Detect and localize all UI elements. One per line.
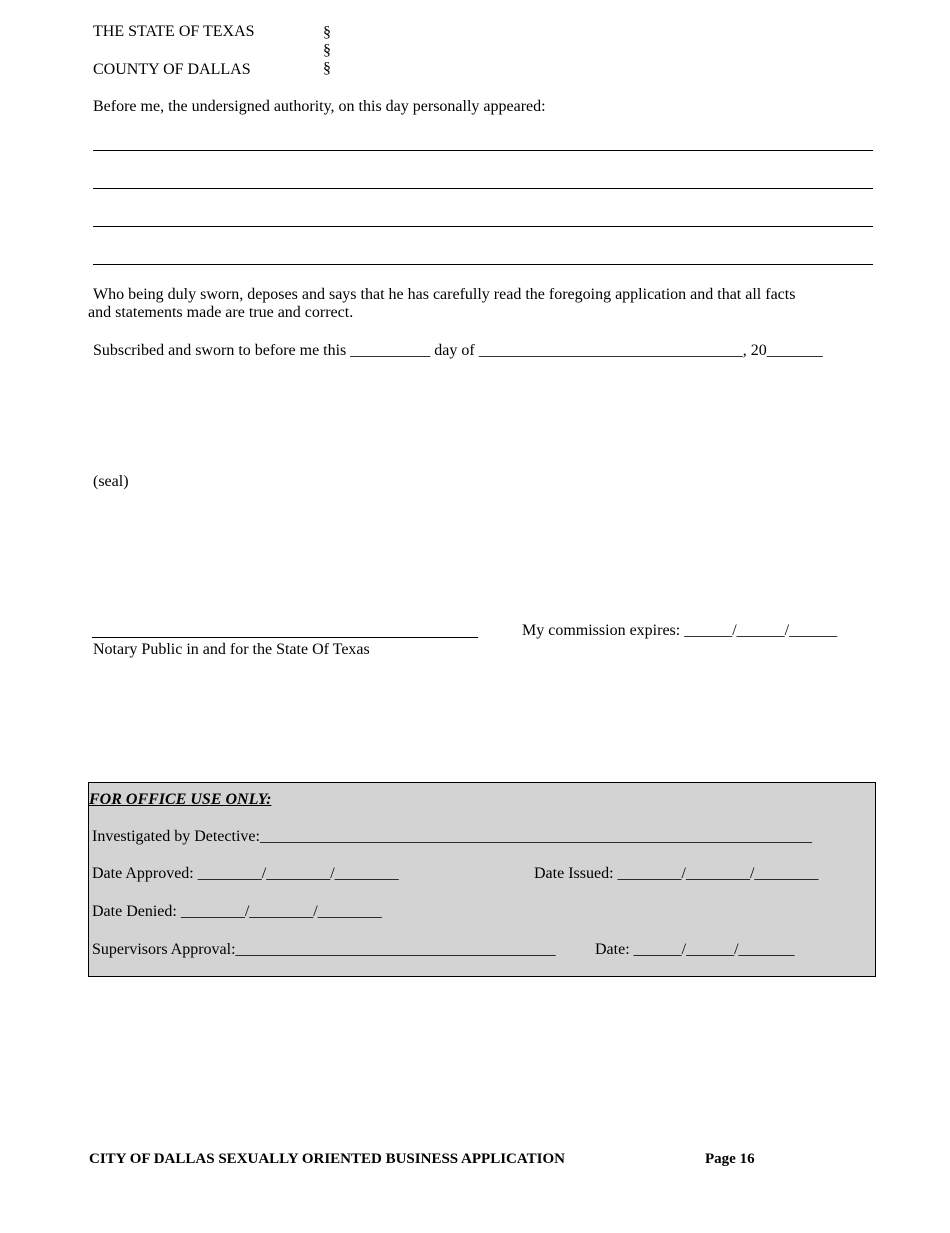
affiant-line[interactable]: [93, 188, 873, 189]
affiant-line[interactable]: [93, 150, 873, 151]
section-symbol: §: [323, 42, 331, 59]
seal-label: (seal): [93, 473, 129, 490]
investigated-field[interactable]: Investigated by Detective:_____________________________________________________________________: [92, 828, 812, 845]
intro-text: Before me, the undersigned authority, on this day personally appeared:: [93, 98, 546, 115]
notary-label: Notary Public in and for the State Of Texas: [93, 641, 370, 658]
date-denied-field[interactable]: Date Denied: ________/________/________: [92, 903, 382, 920]
affiant-line[interactable]: [93, 264, 873, 265]
subscribed-line[interactable]: Subscribed and sworn to before me this __________ day of _________________________________, 20_______: [93, 342, 823, 359]
notary-signature-line[interactable]: [92, 637, 478, 638]
date-issued-field[interactable]: Date Issued: ________/________/________: [534, 865, 819, 882]
footer-title: CITY OF DALLAS SEXUALLY ORIENTED BUSINESS APPLICATION: [89, 1151, 565, 1167]
affirmation-text: and statements made are true and correct.: [88, 304, 354, 321]
page-number: Page 16: [705, 1151, 755, 1167]
supervisor-date-field[interactable]: Date: ______/______/_______: [595, 941, 795, 958]
date-approved-field[interactable]: Date Approved: ________/________/________: [92, 865, 399, 882]
commission-expires[interactable]: My commission expires: ______/______/______: [522, 622, 838, 639]
section-symbol: §: [323, 60, 331, 77]
county-label: COUNTY OF DALLAS: [93, 61, 251, 78]
state-label: THE STATE OF TEXAS: [93, 23, 255, 40]
section-symbol: §: [323, 24, 331, 41]
office-use-title: FOR OFFICE USE ONLY:: [89, 791, 272, 808]
supervisors-approval-field[interactable]: Supervisors Approval:________________________________________: [92, 941, 556, 958]
affirmation-text: Who being duly sworn, deposes and says that he has carefully read the foregoing application and that all facts: [93, 286, 796, 303]
affiant-line[interactable]: [93, 226, 873, 227]
